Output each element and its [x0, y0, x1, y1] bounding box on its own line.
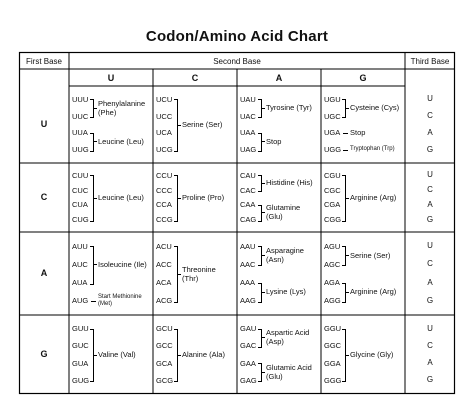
codon-guc: GUC: [72, 341, 89, 351]
bracket-tick: [94, 141, 97, 142]
codon-ccg: CCG: [156, 215, 173, 225]
third-base-label-u: U: [427, 170, 433, 180]
codon-aau: AAU: [240, 241, 256, 251]
amino-acid-label: Glutamic Acid (Glu): [266, 362, 312, 381]
amino-acid-label: Arginine (Arg): [350, 287, 397, 297]
amino-acid-label: Arginine (Arg): [350, 193, 397, 202]
codon-ggu: GGU: [324, 324, 342, 334]
amino-acid-label: Cysteine (Cys): [350, 103, 400, 113]
codon-cug: CUG: [72, 215, 89, 225]
bracket: [90, 175, 94, 221]
bracket: [342, 99, 346, 118]
third-base-label-a: A: [427, 358, 433, 368]
bracket: [258, 133, 262, 152]
bracket-tick: [262, 372, 265, 373]
third-base-label-u: U: [427, 323, 433, 333]
codon-gac: GAC: [240, 341, 257, 351]
codon-table: [19, 52, 455, 394]
codon-ccu: CCU: [156, 170, 173, 180]
codon-gcg: GCG: [156, 375, 174, 385]
bracket-tick: [262, 183, 265, 184]
bracket: [90, 329, 94, 383]
codon-aga: AGA: [324, 278, 340, 288]
second-base-label-g: G: [359, 73, 367, 83]
third-base-label-u: U: [427, 241, 433, 251]
bracket-tick: [346, 355, 349, 356]
codon-ggc: GGC: [324, 341, 342, 351]
codon-uga: UGA: [324, 128, 341, 138]
codon-cau: CAU: [240, 170, 256, 180]
codon-acu: ACU: [156, 241, 172, 251]
codon-aag: AAG: [240, 296, 256, 306]
bracket: [258, 283, 262, 303]
amino-acid-label: Alanine (Ala): [182, 350, 225, 359]
amino-acid-label: Histidine (His): [266, 178, 313, 188]
third-base-label-g: G: [426, 375, 434, 385]
third-base-label-g: G: [426, 144, 434, 154]
bracket: [342, 329, 346, 383]
codon-guu: GUU: [72, 324, 89, 334]
first-base-header: First Base: [25, 57, 62, 66]
codon-uua: UUA: [72, 128, 88, 138]
amino-acid-label: Threonine (Thr): [182, 264, 216, 283]
bracket-tick: [346, 198, 349, 199]
third-base-header: Third Base: [410, 57, 450, 66]
third-base-label-c: C: [427, 340, 433, 350]
bracket-tick: [94, 355, 97, 356]
amino-acid-label: Lysine (Lys): [266, 287, 306, 297]
amino-acid-label: Leucine (Leu): [98, 136, 144, 146]
bracket: [174, 175, 178, 221]
bracket-tick: [262, 292, 265, 293]
codon-gua: GUA: [72, 358, 89, 368]
amino-acid-label: Serine (Ser): [182, 120, 223, 129]
codon-aaa: AAA: [240, 278, 256, 288]
bracket: [90, 246, 94, 285]
codon-ucg: UCG: [156, 145, 173, 155]
bracket-tick: [94, 108, 97, 109]
codon-cca: CCA: [156, 200, 172, 210]
first-base-label-g: G: [40, 348, 48, 359]
bracket: [258, 329, 262, 348]
codon-cgu: CGU: [324, 170, 341, 180]
codon-auu: AUU: [72, 241, 88, 251]
bracket-tick: [178, 274, 181, 275]
chart-title: Codon/Amino Acid Chart: [145, 28, 329, 45]
bracket-tick: [346, 292, 349, 293]
codon-ugu: UGU: [324, 94, 341, 104]
codon-acc: ACC: [156, 259, 172, 269]
codon-gca: GCA: [156, 358, 173, 368]
amino-acid-label: Glutamine (Glu): [266, 203, 301, 222]
codon-agg: AGG: [324, 296, 341, 306]
codon-cgc: CGC: [324, 185, 341, 195]
bracket-tick: [262, 337, 265, 338]
codon-ccc: CCC: [156, 185, 173, 195]
amino-acid-label: Phenylalanine (Phe): [98, 98, 146, 117]
third-base-label-c: C: [427, 111, 433, 121]
codon-cgg: CGG: [324, 215, 342, 225]
codon-cua: CUA: [72, 200, 88, 210]
codon-ugc: UGC: [324, 111, 341, 121]
third-base-label-a: A: [427, 199, 433, 209]
codon-uac: UAC: [240, 111, 256, 121]
codon-gag: GAG: [240, 375, 257, 385]
bracket-tick: [262, 141, 265, 142]
third-base-label-c: C: [427, 185, 433, 195]
bracket-tick: [178, 198, 181, 199]
codon-auc: AUC: [72, 259, 88, 269]
bracket-tick: [262, 255, 265, 256]
codon-gcu: GCU: [156, 324, 173, 334]
codon-cag: CAG: [240, 215, 257, 225]
bracket-tick: [262, 212, 265, 213]
codon-cac: CAC: [240, 185, 256, 195]
amino-acid-label: Start Methionine (Met): [98, 293, 142, 307]
codon-gcc: GCC: [156, 341, 173, 351]
codon-agu: AGU: [324, 241, 341, 251]
dash-mark: [343, 133, 348, 134]
dash-mark: [91, 301, 96, 302]
bracket-tick: [262, 108, 265, 109]
codon-ucc: UCC: [156, 111, 173, 121]
codon-cga: CGA: [324, 200, 341, 210]
codon-ggg: GGG: [324, 375, 342, 385]
bracket-tick: [346, 108, 349, 109]
bracket-tick: [94, 198, 97, 199]
amino-acid-label: Tryptophan (Trp): [350, 146, 395, 153]
amino-acid-label: Stop: [266, 136, 282, 146]
third-base-label-g: G: [426, 295, 434, 305]
codon-uuc: UUC: [72, 111, 89, 121]
codon-gau: GAU: [240, 324, 257, 334]
third-base-label-a: A: [427, 127, 433, 137]
codon-uuu: UUU: [72, 94, 89, 104]
bracket: [258, 175, 262, 192]
codon-ucu: UCU: [156, 94, 173, 104]
amino-acid-label: Glycine (Gly): [350, 350, 394, 359]
codon-uau: UAU: [240, 94, 256, 104]
codon-uaa: UAA: [240, 128, 256, 138]
second-base-header: Second Base: [213, 57, 261, 66]
amino-acid-label: Isoleucine (Ile): [98, 259, 147, 269]
bracket: [174, 99, 178, 151]
second-base-label-c: C: [191, 73, 199, 83]
bracket: [258, 246, 262, 266]
codon-ugg: UGG: [324, 145, 342, 155]
first-base-label-c: C: [40, 191, 48, 202]
codon-cuc: CUC: [72, 185, 89, 195]
first-base-label-a: A: [40, 267, 48, 278]
bracket-tick: [178, 125, 181, 126]
bracket: [258, 205, 262, 222]
codon-cuu: CUU: [72, 170, 89, 180]
amino-acid-label: Proline (Pro): [182, 193, 225, 202]
amino-acid-label: Tyrosine (Tyr): [266, 103, 312, 113]
dash-mark: [343, 150, 348, 151]
third-base-label-g: G: [426, 214, 434, 224]
bracket: [90, 133, 94, 152]
amino-acid-label: Valine (Val): [98, 350, 136, 359]
third-base-label-u: U: [427, 94, 433, 104]
codon-aua: AUA: [72, 278, 88, 288]
amino-acid-label: Serine (Ser): [350, 250, 391, 260]
codon-aug: AUG: [72, 296, 89, 306]
bracket: [258, 363, 262, 382]
bracket-tick: [178, 355, 181, 356]
bracket: [342, 246, 346, 266]
bracket: [174, 329, 178, 383]
bracket: [342, 283, 346, 303]
second-base-label-a: A: [275, 73, 283, 83]
amino-acid-label: Asparagine (Asn): [266, 246, 304, 265]
amino-acid-label: Leucine (Leu): [98, 193, 144, 202]
codon-agc: AGC: [324, 259, 341, 269]
third-base-label-c: C: [427, 259, 433, 269]
codon-gug: GUG: [72, 375, 90, 385]
codon-aac: AAC: [240, 259, 256, 269]
bracket: [174, 246, 178, 303]
codon-caa: CAA: [240, 200, 256, 210]
codon-aca: ACA: [156, 278, 172, 288]
codon-uca: UCA: [156, 128, 172, 138]
amino-acid-label: Stop: [350, 128, 366, 138]
amino-acid-label: Aspartic Acid (Asp): [266, 328, 310, 347]
codon-uag: UAG: [240, 145, 257, 155]
codon-gaa: GAA: [240, 358, 256, 368]
second-base-label-u: U: [107, 73, 115, 83]
bracket-tick: [346, 255, 349, 256]
bracket: [342, 175, 346, 221]
third-base-label-a: A: [427, 277, 433, 287]
codon-uug: UUG: [72, 145, 89, 155]
first-base-label-u: U: [40, 118, 48, 129]
bracket-tick: [94, 264, 97, 265]
bracket: [90, 99, 94, 118]
codon-gga: GGA: [324, 358, 341, 368]
bracket: [258, 99, 262, 118]
codon-acg: ACG: [156, 296, 173, 306]
